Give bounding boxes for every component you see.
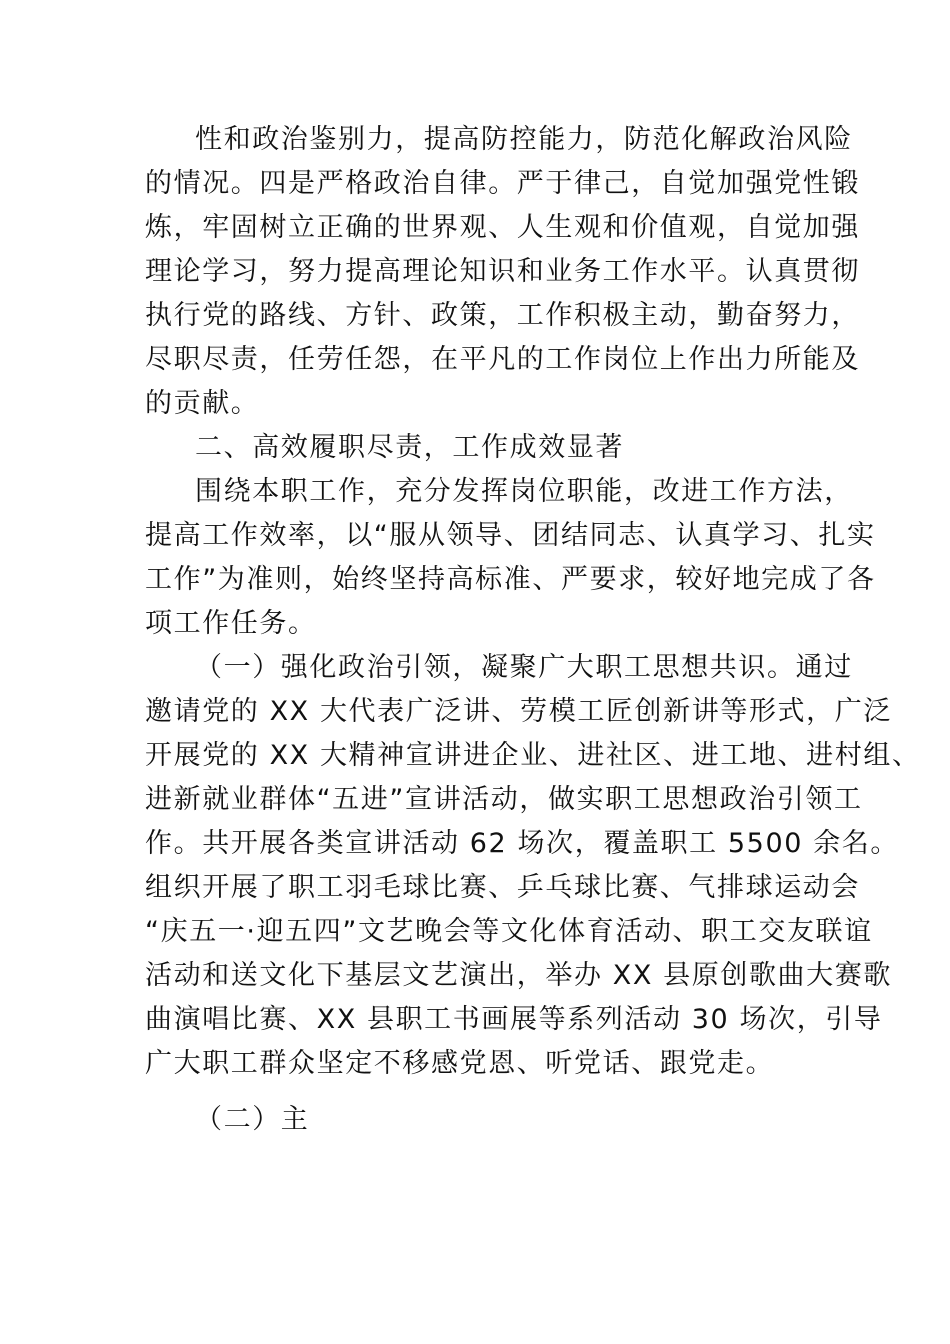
text-line: 围绕本职工作，充分发挥岗位职能，改进工作方法， — [195, 476, 853, 507]
text-line: 组织开展了职工羽毛球比赛、乒乓球比赛、气排球运动会 — [145, 872, 860, 903]
text-line: 理论学习，努力提高理论知识和业务工作水平。认真贯彻 — [145, 256, 860, 287]
text-line: 执行党的路线、方针、政策，工作积极主动，勤奋努力， — [145, 300, 860, 331]
section-heading: 二、高效履职尽责，工作成效显著 — [195, 432, 624, 463]
text-line: 性和政治鉴别力，提高防控能力，防范化解政治风险 — [195, 124, 853, 155]
text-line: 邀请党的 XX 大代表广泛讲、劳模工匠创新讲等形式，广泛 — [145, 696, 892, 727]
text-line: 开展党的 XX 大精神宣讲进企业、进社区、进工地、进村组、 — [145, 740, 921, 771]
text-line: 进新就业群体“五进”宣讲活动，做实职工思想政治引领工 — [145, 784, 863, 815]
text-line: 项工作任务。 — [145, 608, 317, 639]
subsection-heading: （二）主 — [195, 1104, 310, 1135]
text-line: 广大职工群众坚定不移感党恩、听党话、跟党走。 — [145, 1048, 775, 1079]
text-line: 提高工作效率，以“服从领导、团结同志、认真学习、扎实 — [145, 520, 876, 551]
text-line: 活动和送文化下基层文艺演出，举办 XX 县原创歌曲大赛歌 — [145, 960, 892, 991]
text-line: 工作”为准则，始终坚持高标准、严要求，较好地完成了各 — [145, 564, 876, 595]
subsection-heading: （一）强化政治引领，凝聚广大职工思想共识。通过 — [195, 652, 853, 683]
text-line: 曲演唱比赛、XX 县职工书画展等系列活动 30 场次，引导 — [145, 1004, 883, 1035]
text-line: 尽职尽责，任劳任怨，在平凡的工作岗位上作出力所能及 — [145, 344, 860, 375]
text-line: “庆五一·迎五四”文艺晚会等文化体育活动、职工交友联谊 — [145, 916, 873, 947]
text-line: 的情况。四是严格政治自律。严于律己，自觉加强党性锻 — [145, 168, 860, 199]
text-line: 作。共开展各类宣讲活动 62 场次，覆盖职工 5500 余名。 — [145, 828, 899, 859]
text-line: 炼，牢固树立正确的世界观、人生观和价值观，自觉加强 — [145, 212, 860, 243]
text-line: 的贡献。 — [145, 388, 260, 419]
